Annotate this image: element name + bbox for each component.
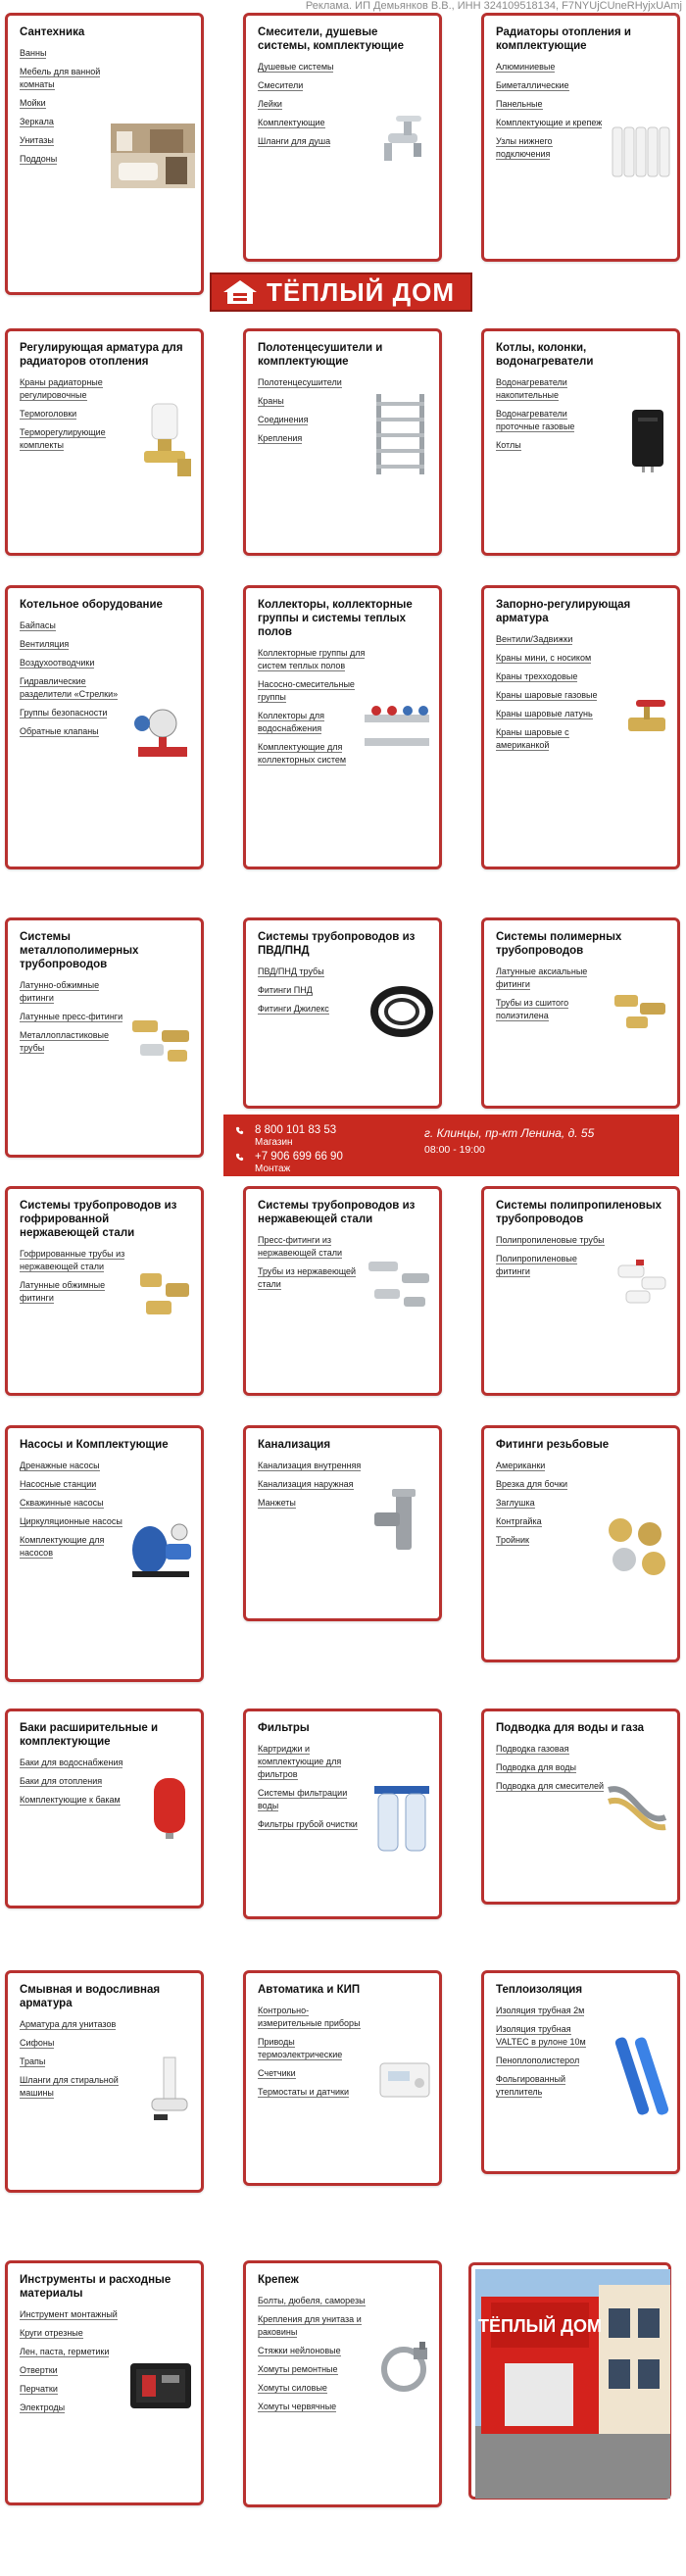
category-link[interactable]: Тройник — [496, 1535, 529, 1545]
category-link[interactable]: Краны — [258, 396, 284, 406]
category-link[interactable]: Канализация наружная — [258, 1479, 354, 1489]
store-photo — [468, 2262, 671, 2500]
flexible-hose-icon — [603, 1778, 671, 1831]
category-link[interactable]: Латунные аксиальные фитинги — [496, 966, 588, 989]
category-link[interactable]: Водонагреватели проточные газовые — [496, 409, 575, 431]
category-card-flush-fittings[interactable] — [5, 1970, 204, 2193]
store-address: г. Клинцы, пр-кт Ленина, д. 55 — [424, 1126, 595, 1140]
category-link[interactable]: Дренажные насосы — [20, 1461, 100, 1470]
category-link[interactable]: Хомуты силовые — [258, 2383, 327, 2393]
category-link[interactable]: Лен, паста, герметики — [20, 2347, 110, 2356]
toolkit-icon — [126, 2357, 195, 2416]
category-link[interactable]: Сифоны — [20, 2038, 55, 2048]
category-link[interactable]: Подводка газовая — [496, 1744, 569, 1754]
category-link[interactable]: Алюминиевые — [496, 62, 556, 72]
category-link[interactable]: Полотенцесушители — [258, 377, 342, 387]
category-card-polypropylene[interactable] — [481, 1186, 680, 1396]
category-link[interactable]: Краны шаровые с американкой — [496, 727, 569, 750]
category-card-sewerage[interactable] — [243, 1425, 442, 1621]
category-link[interactable]: Байпасы — [20, 620, 56, 630]
category-link[interactable]: Мойки — [20, 98, 46, 108]
category-card-pumps[interactable] — [5, 1425, 204, 1682]
category-link[interactable]: Краны радиаторные регулировочные — [20, 377, 103, 400]
brand-banner — [210, 272, 472, 312]
category-link[interactable]: Трапы — [20, 2056, 46, 2066]
category-link[interactable]: Электроды — [20, 2403, 66, 2412]
category-link[interactable]: Шланги для стиральной машины — [20, 2075, 119, 2098]
category-card-radiators[interactable] — [481, 13, 680, 262]
category-title: Системы полипропиленовых трубопроводов — [496, 1200, 662, 1225]
threaded-fittings-icon — [603, 1512, 671, 1581]
category-link[interactable]: Краны шаровые латунь — [496, 709, 593, 718]
category-card-insulation[interactable] — [481, 1970, 680, 2174]
category-link[interactable]: Воздухоотводчики — [20, 658, 95, 668]
category-link[interactable]: Котлы — [496, 440, 521, 450]
category-link[interactable]: Комплектующие для насосов — [20, 1535, 105, 1558]
category-link[interactable]: Контрольно-измерительные приборы — [258, 2006, 361, 2028]
category-title: Системы металлополимерных трубопроводов — [20, 931, 139, 970]
safety-group-icon — [130, 704, 195, 768]
phone-icon — [235, 1153, 244, 1162]
category-card-pvd-pnd[interactable] — [243, 917, 442, 1109]
category-title: Системы полимерных трубопроводов — [496, 931, 622, 957]
install-phone[interactable]: +7 906 699 66 90 — [235, 1151, 667, 1164]
category-link[interactable]: Канализация внутренняя — [258, 1461, 362, 1470]
storefront-image — [475, 2269, 670, 2499]
category-link[interactable]: Врезка для бочки — [496, 1479, 568, 1489]
press-fittings-icon — [365, 1252, 433, 1316]
category-title: Канализация — [258, 1439, 331, 1451]
category-card-stainless-steel[interactable] — [243, 1186, 442, 1396]
pipe-coil-icon — [370, 985, 433, 1038]
thermostatic-valve-icon — [134, 400, 195, 482]
category-link[interactable]: Приводы термоэлектрические — [258, 2037, 343, 2059]
category-link[interactable]: Ванны — [20, 48, 47, 58]
category-link[interactable]: Мебель для ванной комнаты — [20, 67, 101, 89]
category-link[interactable]: Краны шаровые газовые — [496, 690, 598, 700]
category-link[interactable]: Баки для водоснабжения — [20, 1758, 123, 1767]
house-logo-icon — [221, 278, 259, 306]
store-hours: 08:00 - 19:00 — [424, 1144, 485, 1156]
category-link[interactable]: Фольгированный утеплитель — [496, 2074, 566, 2097]
category-link[interactable]: Лейки — [258, 99, 282, 109]
category-card-corrugated-steel[interactable] — [5, 1186, 204, 1396]
store-phone-label: Магазин — [255, 1137, 293, 1148]
storefront-sign: ТЁПЛЫЙ ДОМ — [478, 2316, 602, 2336]
category-link[interactable]: Поддоны — [20, 154, 58, 164]
category-link[interactable]: Пресс-фитинги из нержавеющей стали — [258, 1235, 343, 1258]
category-title: Автоматика и КИП — [258, 1984, 361, 1996]
category-link[interactable]: Полипропиленовые фитинги — [496, 1254, 577, 1276]
category-title: Смывная и водосливная арматура — [20, 1984, 161, 2009]
category-card-metal-polymer[interactable] — [5, 917, 204, 1158]
category-link[interactable]: Коллекторные группы для систем теплых полов — [258, 648, 366, 670]
category-title: Инструменты и расходные материалы — [20, 2274, 172, 2300]
category-card-boiler-equipment[interactable] — [5, 585, 204, 869]
category-link[interactable]: Душевые системы — [258, 62, 334, 72]
category-link[interactable]: Подводка для воды — [496, 1762, 576, 1772]
expansion-tank-icon — [144, 1772, 195, 1841]
category-link[interactable]: ПВД/ПНД трубы — [258, 966, 324, 976]
category-link[interactable]: Комплектующие для коллекторных систем — [258, 742, 347, 765]
category-link[interactable]: Унитазы — [20, 135, 54, 145]
pipe-insulation-icon — [612, 2032, 671, 2120]
install-phone-label: Монтаж — [255, 1164, 291, 1174]
faucet-icon — [374, 110, 433, 169]
category-card-radiator-valves[interactable] — [5, 328, 204, 556]
category-link[interactable]: Круги отрезные — [20, 2328, 83, 2338]
category-link[interactable]: Латунно-обжимные фитинги — [20, 980, 100, 1003]
water-heater-icon — [624, 408, 671, 472]
category-card-mixers[interactable] — [243, 13, 442, 262]
category-link[interactable]: Изоляция трубная 2м — [496, 2006, 585, 2015]
category-link[interactable]: Терморегулирующие комплекты — [20, 427, 106, 450]
category-link[interactable]: Гидравлические разделители «Стрелки» — [20, 676, 119, 699]
category-link[interactable]: Перчатки — [20, 2384, 58, 2394]
category-link[interactable]: Инструмент монтажный — [20, 2309, 118, 2319]
category-link[interactable]: Смесители — [258, 80, 304, 90]
category-link[interactable]: Зеркала — [20, 117, 54, 126]
category-link[interactable]: Гофрированные трубы из нержавеющей стали — [20, 1249, 125, 1271]
category-link[interactable]: Краны трехходовые — [496, 671, 578, 681]
water-filter-icon — [370, 1780, 433, 1858]
category-link[interactable]: Арматура для унитазов — [20, 2019, 117, 2029]
category-link[interactable]: Металлопластиковые трубы — [20, 1030, 110, 1053]
category-title: Радиаторы отопления и комплектующие — [496, 26, 631, 52]
sewer-pipe-icon — [370, 1487, 433, 1556]
manifold-icon — [361, 701, 433, 760]
category-card-plumbing[interactable] — [5, 13, 204, 295]
category-link[interactable]: Краны мини, с носиком — [496, 653, 592, 663]
category-link[interactable]: Системы фильтрации воды — [258, 1788, 348, 1810]
category-card-collectors[interactable] — [243, 585, 442, 869]
category-link[interactable]: Панельные — [496, 99, 543, 109]
category-link[interactable]: Американки — [496, 1461, 546, 1470]
category-link[interactable]: Группы безопасности — [20, 708, 108, 718]
category-card-hoses[interactable] — [481, 1709, 680, 1905]
category-link[interactable]: Стяжки нейлоновые — [258, 2346, 341, 2355]
category-link[interactable]: Биметаллические — [496, 80, 569, 90]
brass-fittings-icon — [126, 1011, 195, 1069]
category-card-tools[interactable] — [5, 2260, 204, 2505]
category-link[interactable]: Вентиляция — [20, 639, 70, 649]
category-title: Полотенцесушители и комплектующие — [258, 342, 383, 368]
category-link[interactable]: Полипропиленовые трубы — [496, 1235, 605, 1245]
category-card-towel-dryers[interactable] — [243, 328, 442, 556]
category-link[interactable]: Фитинги ПНД — [258, 985, 313, 995]
category-link[interactable]: Трубы из нержавеющей стали — [258, 1266, 357, 1289]
store-phone[interactable]: 8 800 101 83 53 — [235, 1124, 667, 1137]
towel-dryer-icon — [368, 390, 433, 478]
hose-clamp-icon — [374, 2340, 433, 2399]
category-card-boilers[interactable] — [481, 328, 680, 556]
category-link[interactable]: Отвертки — [20, 2365, 58, 2375]
category-link[interactable]: Подводка для смесителей — [496, 1781, 605, 1791]
category-link[interactable]: Насосные станции — [20, 1479, 97, 1489]
category-card-polymer-pipes[interactable] — [481, 917, 680, 1109]
category-title: Фитинги резьбовые — [496, 1439, 610, 1451]
category-card-threaded-fittings[interactable] — [481, 1425, 680, 1662]
category-link[interactable]: Термоголовки — [20, 409, 77, 419]
category-title: Котельное оборудование — [20, 599, 163, 611]
category-title: Фильтры — [258, 1722, 310, 1734]
thermostat-device-icon — [376, 2056, 433, 2105]
category-title: Насосы и Комплектующие — [20, 1439, 169, 1451]
category-link[interactable]: Латунные обжимные фитинги — [20, 1280, 106, 1303]
category-link[interactable]: Хомуты ремонтные — [258, 2364, 338, 2374]
category-link[interactable]: Крепления для унитаза и раковины — [258, 2314, 362, 2337]
category-link[interactable]: Обратные клапаны — [20, 726, 99, 736]
category-link[interactable]: Заглушка — [496, 1498, 535, 1508]
category-link[interactable]: Комплектующие к бакам — [20, 1795, 121, 1805]
category-link[interactable]: Манжеты — [258, 1498, 296, 1508]
category-link[interactable]: Вентили/Задвижки — [496, 634, 573, 644]
category-title: Системы трубопроводов из гофрированной нержавеющей стали — [20, 1200, 177, 1239]
category-title: Регулирующая арматура для радиаторов отопления — [20, 342, 183, 368]
category-link[interactable]: Болты, дюбеля, саморезы — [258, 2296, 366, 2305]
category-title: Котлы, колонки, водонагреватели — [496, 342, 594, 368]
category-link[interactable]: Хомуты червячные — [258, 2402, 337, 2411]
category-link[interactable]: Узлы нижнего подключения — [496, 136, 553, 159]
category-link[interactable]: Изоляция трубная VALTEC в рулоне 10м — [496, 2024, 586, 2047]
category-link[interactable]: Соединения — [258, 415, 309, 424]
category-link[interactable]: Скважинные насосы — [20, 1498, 104, 1508]
category-link[interactable]: Трубы из сшитого полиэтилена — [496, 998, 569, 1020]
category-card-fasteners[interactable] — [243, 2260, 442, 2507]
category-link[interactable]: Циркуляционные насосы — [20, 1516, 122, 1526]
category-link[interactable]: Комплектующие — [258, 118, 325, 127]
category-link[interactable]: Водонагреватели накопительные — [496, 377, 567, 400]
category-title: Подводка для воды и газа — [496, 1722, 645, 1734]
brand-name: ТЁПЛЫЙ ДОМ — [267, 276, 455, 307]
category-title: Смесители, душевые системы, комплектующие — [258, 26, 404, 52]
advertising-disclaimer: Реклама. ИП Демьянков В.В., ИНН 324109518134, F7NYUjCUneRHyjxUAmj — [305, 0, 682, 12]
category-title: Системы трубопроводов из ПВД/ПНД — [258, 931, 416, 957]
category-link[interactable]: Контргайка — [496, 1516, 542, 1526]
category-link[interactable]: Счетчики — [258, 2068, 296, 2078]
category-link[interactable]: Насосно-смесительные группы — [258, 679, 355, 702]
category-link[interactable]: Шланги для душа — [258, 136, 331, 146]
category-card-shutoff-valves[interactable] — [481, 585, 680, 869]
category-link[interactable]: Фитинги Джилекс — [258, 1004, 329, 1014]
contact-banner — [223, 1115, 679, 1176]
category-link[interactable]: Фильтры грубой очистки — [258, 1819, 358, 1829]
radiator-icon — [611, 122, 671, 180]
category-link[interactable]: Коллекторы для водоснабжения — [258, 711, 324, 733]
category-card-automation[interactable] — [243, 1970, 442, 2186]
category-title: Запорно-регулирующая арматура — [496, 599, 631, 624]
category-link[interactable]: Латунные пресс-фитинги — [20, 1012, 123, 1021]
category-link[interactable]: Картриджи и комплектующие для фильтров — [258, 1744, 342, 1779]
ball-valve-icon — [622, 696, 671, 741]
category-card-filters[interactable] — [243, 1709, 442, 1919]
category-title: Коллекторы, коллекторные группы и системы теплых полов — [258, 599, 413, 638]
category-title: Крепеж — [258, 2274, 299, 2286]
phone-icon — [235, 1126, 244, 1135]
category-link[interactable]: Крепления — [258, 433, 303, 443]
category-title: Теплоизоляция — [496, 1984, 583, 1996]
corrugated-fittings-icon — [132, 1265, 195, 1324]
pump-station-icon — [126, 1514, 195, 1583]
category-title: Баки расширительные и комплектующие — [20, 1722, 159, 1748]
category-card-expansion-tanks[interactable] — [5, 1709, 204, 1908]
category-link[interactable]: Комплектующие и крепеж — [496, 118, 603, 127]
siphon-icon — [146, 2054, 195, 2124]
pp-fittings-icon — [612, 1254, 671, 1313]
category-link[interactable]: Термостаты и датчики — [258, 2087, 350, 2097]
category-link[interactable]: Баки для отопления — [20, 1776, 103, 1786]
category-title: Сантехника — [20, 26, 85, 38]
axial-fittings-icon — [611, 983, 671, 1038]
category-title: Системы трубопроводов из нержавеющей стали — [258, 1200, 416, 1225]
category-link[interactable]: Пеноплополистерол — [496, 2056, 580, 2065]
